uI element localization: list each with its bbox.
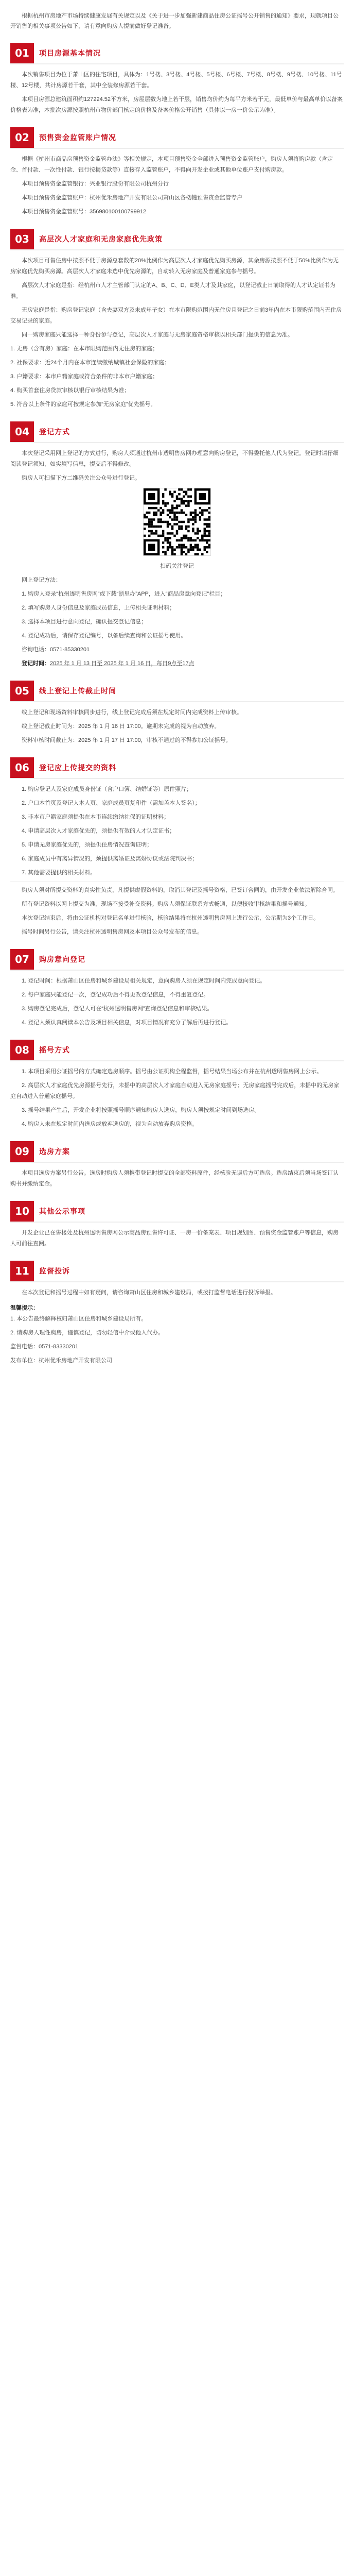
- section-05: [10, 681, 344, 746]
- section-08: [10, 1040, 344, 1130]
- section-paragraph: 本次登记采用网上登记的方式进行，购房人须通过杭州市透明售房网办理意向购房登记，不得委托他人代为登记。登记时请仔细阅读登记须知，如实填写信息，提交后不得修改。: [10, 450, 339, 467]
- section-10: [10, 1201, 344, 1249]
- qr-code-wrap: [10, 488, 344, 556]
- section-paragraph: 5. 符合以上条件的家庭可按规定参加“无房家庭”优先摇号。: [10, 401, 156, 408]
- section-paragraph: 根据《杭州市商品房预售资金监管办法》等相关规定，本项目预售资金全部进入预售资金监管账户，购房人须将购房款（含定金、首付款、一次性付款、银行按揭贷款等）直接存入监管账户，不得向开发企业或其他单位账户支付购房款。: [10, 156, 333, 173]
- section-paragraph: 2. 户口本首页及登记人本人页、家庭成员页复印件（需加盖本人签名）；: [22, 800, 201, 806]
- section-title: 项目房源基本情况: [39, 49, 101, 57]
- section-header: [10, 681, 344, 702]
- section-paragraph: 4. 申请高层次人才家庭优先的，须提供有效的人才认定证书；: [22, 828, 175, 834]
- section-paragraph: 本次登记结束后，将由公证机构对登记名单进行核验，核验结果将在杭州透明售房网上进行公示，公示期为3个工作日。: [22, 915, 320, 921]
- section-title: 监督投诉: [39, 1267, 70, 1275]
- section-paragraph: 5. 申请无房家庭优先的，须提供住房情况查询证明；: [22, 842, 153, 848]
- section-number: 03: [10, 229, 34, 249]
- registration-time: [10, 658, 344, 669]
- section-number: 07: [10, 949, 34, 970]
- section-paragraph: 7. 其他需要提供的相关材料。: [22, 870, 96, 876]
- section-paragraph: 1. 无房（含有房）家庭：在本市限购范围内无住房的家庭；: [10, 346, 158, 352]
- section-number: 02: [10, 127, 34, 148]
- section-title: 摇号方式: [39, 1046, 70, 1054]
- section-number: 01: [10, 43, 34, 63]
- section-paragraph: 摇号时间另行公告，请关注杭州透明售房网及本项目公众号发布的信息。: [22, 929, 203, 935]
- section-paragraph: 线上登记截止时间为：2025 年 1 月 16 日 17:00。逾期未完成的视为自动放弃。: [22, 723, 220, 730]
- section-paragraph: 1. 购房登记人及家庭成员身份证（含户口簿、结婚证等）原件照片；: [22, 786, 192, 792]
- section-paragraph: 购房人须对所提交资料的真实性负责，凡提供虚假资料的，取消其登记及摇号资格，已签订合同的，由开发企业依法解除合同。: [22, 887, 339, 893]
- section-paragraph: 无房家庭是指：购房登记家庭（含夫妻双方及未成年子女）在本市限购范围内无住房且登记之日前3年内在本市限购范围内无住房交易记录的家庭。: [10, 307, 342, 324]
- section-paragraph: 线上登记和现场资料审核同步进行，线上登记完成后须在规定时间内完成资料上传审核。: [22, 709, 242, 716]
- section-header: [10, 1040, 344, 1061]
- section-paragraph: 2. 高层次人才家庭优先房源摇号先行，未摇中的高层次人才家庭自动进入无房家庭摇号；无房家庭摇号完成后，未摇中的无房家庭自动进入普通家庭摇号。: [10, 1082, 340, 1099]
- section-paragraph: 3. 摇号结果产生后，开发企业将按照摇号顺序通知购房人选房，购房人须按规定时间到场选房。: [22, 1107, 260, 1113]
- section-paragraph: 4. 登记成功后，请保存登记编号，以备后续查询和公证摇号使用。: [22, 633, 187, 639]
- section-paragraph: 开发企业已在售楼处及杭州透明售房网公示商品房预售许可证、一房一价备案表、项目规划图、预售资金监管账户等信息，购房人可前往查阅。: [10, 1230, 339, 1247]
- section-number: 11: [10, 1261, 34, 1281]
- section-header: [10, 43, 344, 64]
- section-paragraph: 本项目选房方案另行公告。选房时购房人须携带登记时提交的全部资料原件，经核验无误后方可选房。选房结束后须当场签订认购书并缴纳定金。: [10, 1170, 339, 1187]
- section-paragraph: 3. 户籍要求：本市户籍家庭或符合条件的非本市户籍家庭；: [10, 374, 158, 380]
- qr-code-icon[interactable]: [143, 488, 211, 556]
- section-title: 选房方案: [39, 1147, 70, 1156]
- section-paragraph: 3. 选择本项目进行意向登记，确认提交登记信息；: [22, 619, 147, 625]
- section-paragraph: 在本次登记和摇号过程中如有疑问，请咨询萧山区住房和城乡建设局，或拨打监督电话进行投诉举报。: [22, 1290, 276, 1296]
- section-paragraph: 网上登记方法：: [22, 577, 61, 583]
- section-paragraph: 本项目预售资金监管账号：356980100100799912: [22, 209, 147, 215]
- section-paragraph: 本项目房源总建筑面积约127224.52平方米，房屋层数为地上若干层，销售均价约为每平方米若干元，最低单价与最高单价以备案价格表为准，本批次房源按照杭州市物价部门核定的价格及备案价格公开销售（具体以一房一价公示为准）。: [10, 96, 343, 113]
- section-paragraph: 1. 本公告最终解释权归萧山区住房和城乡建设局所有。: [10, 1316, 147, 1322]
- section-title: 登记方式: [39, 428, 70, 436]
- section-title: 购房意向登记: [39, 955, 85, 963]
- section-paragraph: 咨询电话：0571-85330201: [22, 647, 90, 653]
- section-paragraph: 购房人可扫描下方二维码关注公众号进行登记。: [22, 475, 140, 481]
- section-paragraph: 资料审核时间截止为：2025 年 1 月 17 日 17:00，审核不通过的不得参加公证摇号。: [22, 737, 232, 743]
- section-header: [10, 1201, 344, 1223]
- section-header: [10, 421, 344, 443]
- section-paragraph: 6. 家庭成员中有离异情况的，须提供离婚证及离婚协议或法院判决书；: [22, 856, 198, 862]
- section-paragraph: 监督电话：0571-83330201: [10, 1344, 79, 1350]
- section-04: [10, 421, 344, 669]
- section-paragraph: 高层次人才家庭是指：经杭州市人才主管部门认定的A、B、C、D、E类人才及其家庭，以登记截止日前取得的人才认定证书为准。: [10, 282, 335, 299]
- section-paragraph: 2. 每户家庭只能登记一次，登记成功后不得更改登记信息，不得重复登记。: [22, 992, 209, 998]
- section-paragraph: 1. 本项目采用公证摇号的方式确定选房顺序。摇号由公证机构全程监督，摇号结果当场公布并在杭州透明售房网上公示。: [22, 1069, 323, 1075]
- section-header: [10, 757, 344, 779]
- section-number: 05: [10, 681, 34, 701]
- section-header: [10, 1141, 344, 1163]
- section-number: 06: [10, 757, 34, 778]
- section-paragraph: 本次销售项目为位于萧山区的住宅项目，具体为：1号楼、3号楼、4号楼、5号楼、6号楼、7号楼、8号楼、9号楼、10号楼、11号楼、12号楼，共计房源若干套，其中全装修房源若干套。: [10, 72, 342, 89]
- section-02: [10, 127, 344, 217]
- section-header: [10, 127, 344, 149]
- section-paragraph: 本项目预售资金监管账户：杭州优禾房地产开发有限公司萧山区各楼幢预售资金监管专户: [22, 195, 242, 201]
- section-paragraph: 4. 购买首套住房贷款审核以银行审核结果为准；: [10, 387, 130, 394]
- section-header: [10, 1261, 344, 1282]
- sections-container: [10, 43, 344, 1366]
- section-number: 04: [10, 421, 34, 442]
- section-header: [10, 229, 344, 250]
- section-paragraph: 4. 登记人须认真阅读本公告及项目相关信息，对项目情况有充分了解后再进行登记。: [22, 1020, 232, 1026]
- section-11: [10, 1261, 344, 1366]
- section-paragraph: 2. 社保要求：近24个月内在本市连续缴纳城镇社会保险的家庭；: [10, 360, 170, 366]
- section-06: [10, 757, 344, 938]
- section-paragraph: 本次项目可售住房中按照不低于房源总套数的20%比例作为高层次人才家庭优先购买房源，其余房源按照不低于50%比例作为无房家庭优先购买房源。高层次人才家庭未选中优先房源的，自动转入无房家庭及普通家庭参与摇号。: [10, 258, 339, 275]
- section-07: [10, 949, 344, 1028]
- registration-time-value: 2025 年 1 月 13 日至 2025 年 1 月 16 日，每日9点至17点: [50, 660, 194, 667]
- section-title: 高层次人才家庭和无房家庭优先政策: [39, 235, 163, 243]
- tips-title: 温馨提示：: [10, 1305, 39, 1311]
- section-09: [10, 1141, 344, 1190]
- section-paragraph: 4. 购房人未在规定时间内选房或放弃选房的，视为自动放弃购房资格。: [22, 1121, 198, 1127]
- section-paragraph: 1. 登记时间：根据萧山区住房和城乡建设局相关规定，意向购房人须在规定时间内完成意向登记。: [22, 978, 266, 984]
- qr-caption: 扫码关注登记: [160, 563, 194, 569]
- intro-text: 根据杭州市房地产市场持续健康发展有关规定以及《关于进一步加强新建商品住房公证摇号公开销售的通知》要求，现就项目公开销售的相关事项公告如下，请有意向购房人提前做好登记准备。: [10, 13, 339, 29]
- section-01: [10, 43, 344, 116]
- section-paragraph: 所有登记资料以网上提交为准，现场不接受补交资料。购房人须保证联系方式畅通，以便接收审核结果和摇号通知。: [22, 901, 310, 907]
- section-title: 登记应上传提交的资料: [39, 764, 116, 772]
- section-title: 预售资金监管账户情况: [39, 133, 116, 142]
- registration-time-label: 登记时间：: [22, 660, 50, 667]
- section-title: 其他公示事项: [39, 1207, 85, 1215]
- section-number: 09: [10, 1141, 34, 1162]
- section-paragraph: 2. 填写购房人身份信息及家庭成员信息，上传相关证明材料；: [22, 605, 175, 611]
- section-paragraph: 发布单位：杭州优禾房地产开发有限公司: [10, 1358, 112, 1364]
- section-number: 10: [10, 1201, 34, 1222]
- section-paragraph: 本项目预售资金监管银行：兴业银行股份有限公司杭州分行: [22, 181, 169, 187]
- section-03: [10, 229, 344, 410]
- section-paragraph: 3. 购房登记完成后，登记人可在“杭州透明售房网”查询登记信息和审核结果。: [22, 1006, 213, 1012]
- section-paragraph: 同一购房家庭只能选择一种身份参与登记，高层次人才家庭与无房家庭资格审核以相关部门提供的信息为准。: [22, 332, 293, 338]
- section-paragraph: 3. 非本市户籍家庭须提供在本市连续缴纳社保的证明材料；: [22, 814, 170, 820]
- section-header: [10, 949, 344, 971]
- section-paragraph: 1. 购房人登录“杭州透明售房网”或下载“浙里办”APP，进入“商品房意向登记”栏目；: [22, 591, 226, 597]
- section-paragraph: 2. 请购房人理性购房，谨慎登记，切勿轻信中介或他人代办。: [10, 1330, 164, 1336]
- section-number: 08: [10, 1040, 34, 1060]
- section-title: 线上登记上传截止时间: [39, 687, 116, 695]
